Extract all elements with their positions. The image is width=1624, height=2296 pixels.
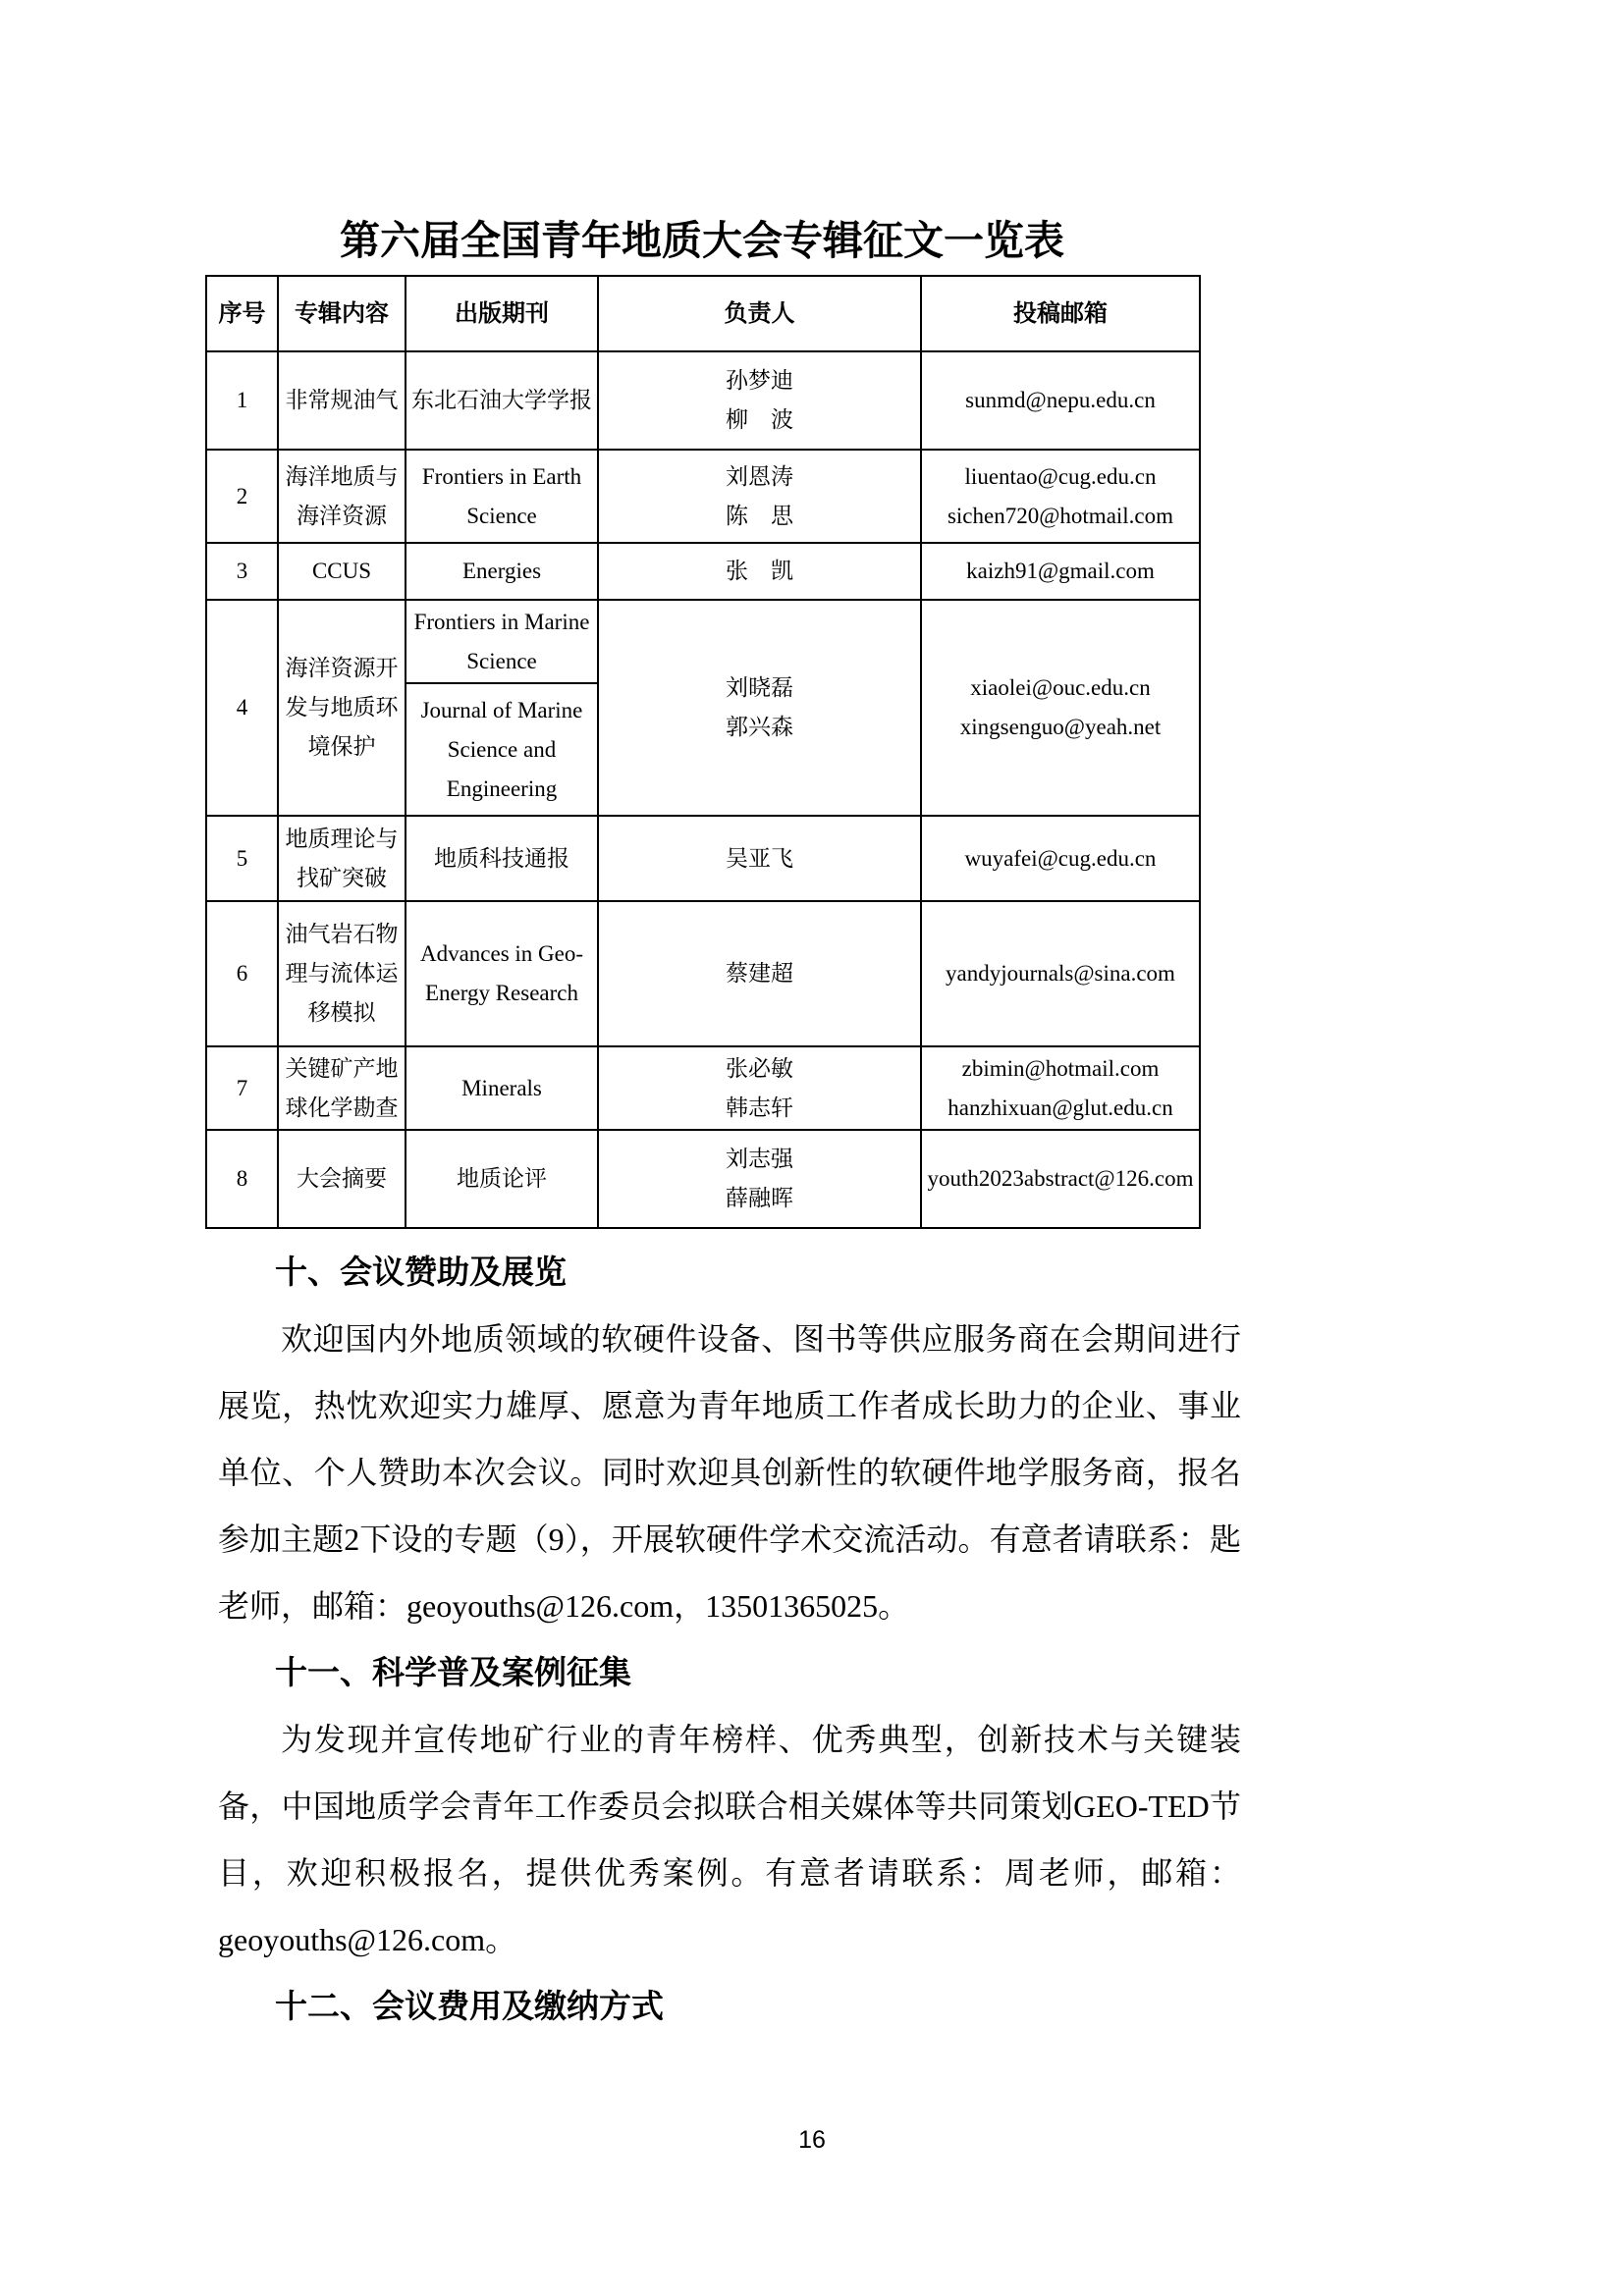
email-cell: kaizh91@gmail.com xyxy=(921,543,1200,600)
section-heading: 十二、会议费用及缴纳方式 xyxy=(275,1988,664,2024)
lead-cell: 蔡建超 xyxy=(598,901,921,1046)
table-row xyxy=(206,600,1200,816)
issue-content-cell: 非常规油气 xyxy=(278,351,406,450)
table-row xyxy=(206,351,1200,450)
email-cell: wuyafei@cug.edu.cn xyxy=(921,816,1200,901)
journal-cell xyxy=(406,600,598,816)
journal-cell: 地质论评 xyxy=(406,1130,598,1228)
section-paragraph: 欢迎国内外地质领域的软硬件设备、图书等供应服务商在会期间进行展览，热忱欢迎实力雄厚、愿意为青年地质工作者成长助力的企业、事业单位、个人赞助本次会议。同时欢迎具创新性的软硬件地学服务商，报名参加主题2下设的专题（9），开展软硬件学术交流活动。有意者请联系：匙老师，邮箱：geoyouths@126.com，13501365025。 xyxy=(218,1321,1241,1624)
journal-cell: Frontiers in Earth Science xyxy=(406,450,598,543)
email-cell: zbimin@hotmail.com hanzhixuan@glut.edu.cn xyxy=(921,1046,1200,1130)
lead-cell: 吴亚飞 xyxy=(598,816,921,901)
table-title: 第六届全国青年地质大会专辑征文一览表 xyxy=(340,218,1064,263)
lead-cell: 张 凯 xyxy=(598,543,921,600)
journal-subcell: Journal of Marine Science and Engineering xyxy=(406,682,597,815)
email-cell: xiaolei@ouc.edu.cn xingsenguo@yeah.net xyxy=(921,600,1200,816)
journal-subcell: Frontiers in Marine Science xyxy=(413,609,590,673)
section-heading: 十、会议赞助及展览 xyxy=(275,1254,567,1290)
issue-content-cell: 油气岩石物理与流体运移模拟 xyxy=(278,901,406,1046)
issue-content-cell: 地质理论与找矿突破 xyxy=(278,816,406,901)
row-number-cell: 8 xyxy=(206,1130,278,1228)
journal-cell: Minerals xyxy=(406,1046,598,1130)
col-header-no: 序号 xyxy=(206,276,278,351)
journal-cell: 地质科技通报 xyxy=(406,816,598,901)
email-cell: youth2023abstract@126.com xyxy=(921,1130,1200,1228)
lead-cell: 孙梦迪 柳 波 xyxy=(598,351,921,450)
lead-cell: 刘晓磊 郭兴森 xyxy=(598,600,921,816)
page-number: 16 xyxy=(798,2126,826,2154)
email-cell: yandyjournals@sina.com xyxy=(921,901,1200,1046)
col-header-content: 专辑内容 xyxy=(278,276,406,351)
col-header-lead: 负责人 xyxy=(598,276,921,351)
email-cell: sunmd@nepu.edu.cn xyxy=(921,351,1200,450)
table-row xyxy=(206,543,1200,600)
table-header-row xyxy=(206,276,1200,351)
col-header-email: 投稿邮箱 xyxy=(921,276,1200,351)
row-number-cell: 4 xyxy=(206,600,278,816)
issue-content-cell: 关键矿产地球化学勘查 xyxy=(278,1046,406,1130)
row-number-cell: 6 xyxy=(206,901,278,1046)
issue-content-cell: CCUS xyxy=(278,543,406,600)
body-sections xyxy=(218,1239,1241,2040)
table-row xyxy=(206,816,1200,901)
journal-cell: Energies xyxy=(406,543,598,600)
journal-cell: Advances in Geo-Energy Research xyxy=(406,901,598,1046)
row-number-cell: 3 xyxy=(206,543,278,600)
special-issues-table xyxy=(205,275,1201,1229)
table-body xyxy=(206,351,1200,1228)
lead-cell: 张必敏 韩志轩 xyxy=(598,1046,921,1130)
issue-content-cell: 海洋资源开发与地质环境保护 xyxy=(278,600,406,816)
row-number-cell: 5 xyxy=(206,816,278,901)
row-number-cell: 2 xyxy=(206,450,278,543)
row-number-cell: 1 xyxy=(206,351,278,450)
row-number-cell: 7 xyxy=(206,1046,278,1130)
email-cell: liuentao@cug.edu.cn sichen720@hotmail.com xyxy=(921,450,1200,543)
table-row xyxy=(206,1046,1200,1130)
issue-content-cell: 大会摘要 xyxy=(278,1130,406,1228)
col-header-journal: 出版期刊 xyxy=(406,276,598,351)
section-paragraph: 为发现并宣传地矿行业的青年榜样、优秀典型，创新技术与关键装备，中国地质学会青年工作委员会拟联合相关媒体等共同策划GEO-TED节目，欢迎积极报名，提供优秀案例。有意者请联系：周老师，邮箱：geoyouths@126.com。 xyxy=(218,1722,1241,1957)
issue-content-cell: 海洋地质与海洋资源 xyxy=(278,450,406,543)
table-row xyxy=(206,450,1200,543)
table-row xyxy=(206,1130,1200,1228)
lead-cell: 刘志强 薛融晖 xyxy=(598,1130,921,1228)
lead-cell: 刘恩涛 陈 思 xyxy=(598,450,921,543)
table-row xyxy=(206,901,1200,1046)
journal-cell: 东北石油大学学报 xyxy=(406,351,598,450)
section-heading: 十一、科学普及案例征集 xyxy=(275,1654,631,1690)
